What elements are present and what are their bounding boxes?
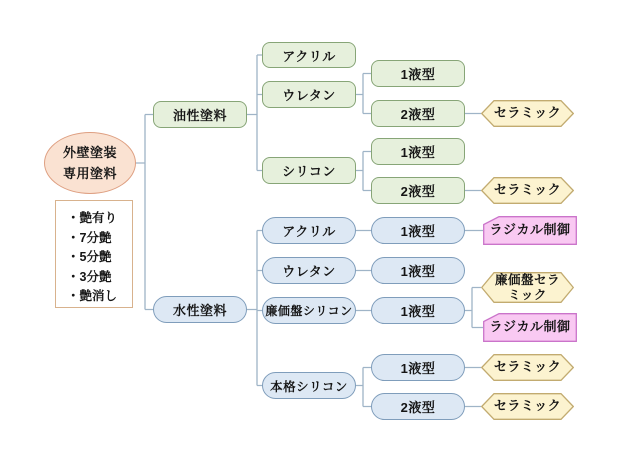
node-water-urethane [262, 257, 356, 284]
node-oil-urethane [262, 81, 356, 108]
node-label: ラジカル制御 [489, 319, 571, 335]
node-label: 1液型 [400, 67, 436, 82]
node-oil-paint [153, 101, 247, 128]
node-oil-silicone [262, 157, 356, 184]
node-label: 2液型 [400, 400, 436, 415]
hex-oil-silicone-ceramic [481, 177, 574, 204]
gloss-item: ・7分艶 [67, 230, 112, 245]
node-water-cheap-silicone [262, 297, 356, 324]
node-label: 廉価盤セラミック [494, 273, 560, 302]
node-oil-urethane-1pack [371, 60, 465, 87]
root-label-line2: 専用塗料 [62, 166, 117, 181]
node-label: 本格シリコン [270, 379, 348, 394]
gloss-item: ・5分艶 [67, 250, 112, 264]
node-label: 2液型 [400, 107, 436, 122]
node-label: セラミック [493, 398, 562, 414]
hex-oil-urethane-ceramic [481, 100, 574, 127]
gloss-item: ・艶消し [67, 289, 118, 303]
node-label: アクリル [282, 48, 336, 64]
node-oil-silicone-1pack [371, 138, 465, 165]
gloss-item: ・艶有り [67, 211, 118, 225]
node-water-urethane-1pack [371, 257, 465, 284]
node-label: セラミック [493, 105, 562, 121]
hex-water-cheap-ceramic [481, 272, 574, 303]
card-water-cheap-radical-control [483, 313, 577, 342]
node-label: ウレタン [282, 88, 336, 103]
root-label-line1: 外壁塗装 [62, 144, 117, 160]
node-root-exterior-paint [44, 132, 136, 194]
node-label: シリコン [282, 164, 336, 179]
node-label: 1液型 [400, 304, 436, 319]
node-label: セラミック [493, 182, 562, 198]
node-water-paint [153, 296, 247, 323]
node-label: 油性塗料 [172, 108, 227, 123]
hex-water-full-1pack-ceramic [481, 354, 574, 381]
node-label: アクリル [282, 224, 336, 239]
node-oil-urethane-2pack [371, 100, 465, 127]
node-label: 1液型 [400, 264, 436, 279]
node-water-acrylic [262, 217, 356, 244]
node-oil-acrylic [262, 42, 356, 68]
node-label: ラジカル制御 [489, 222, 571, 238]
node-oil-silicone-2pack [371, 177, 465, 204]
node-water-acrylic-1pack [371, 217, 465, 244]
gloss-finish-list [55, 200, 133, 308]
node-label: 1液型 [400, 145, 436, 160]
node-water-full-silicone-2pack [371, 393, 465, 420]
node-water-full-silicone [262, 372, 356, 399]
node-water-full-silicone-1pack [371, 354, 465, 381]
node-label: 2液型 [400, 184, 436, 199]
hex-water-full-2pack-ceramic [481, 393, 574, 420]
node-label: 水性塗料 [172, 303, 227, 318]
node-label: 1液型 [400, 361, 436, 376]
node-label: 1液型 [400, 224, 436, 239]
node-label: ウレタン [282, 264, 336, 279]
gloss-item: ・3分艶 [67, 269, 112, 284]
node-water-cheap-silicone-1pack [371, 297, 465, 324]
node-label: 廉価盤シリコン [265, 304, 353, 318]
card-water-acrylic-radical-control [483, 216, 577, 245]
node-label: セラミック [493, 359, 562, 375]
